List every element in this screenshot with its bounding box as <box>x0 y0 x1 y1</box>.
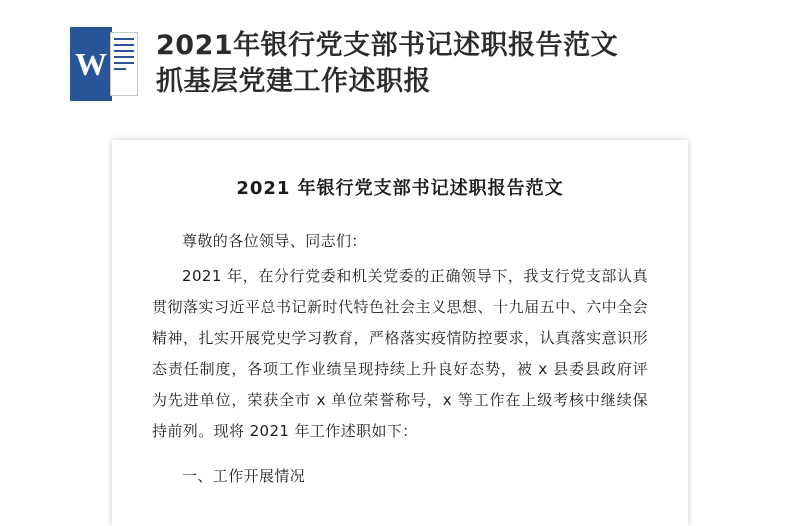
word-icon-line <box>114 56 134 58</box>
word-icon-page <box>110 32 138 96</box>
word-icon-line <box>114 68 126 70</box>
page-title: 2021年银行党支部书记述职报告范文抓基层党建工作述职报 <box>156 30 619 97</box>
word-icon-letter: W <box>75 46 107 82</box>
word-icon-line <box>114 50 134 52</box>
document-title: 2021 年银行党支部书记述职报告范文 <box>236 178 564 199</box>
document-paragraph: 2021 年，在分行党委和机关党委的正确领导下，我支行党支部认真贯彻落实习近平总书记新时代特色社会主义思想、十九届五中、六中全会精神，扎实开展党史学习教育，严格落实疫情防控要求，认真落实意识形态责任制度，各项工作业绩呈现持续上升良好态势，被 x 县委县政府评为先进单位，荣获全市 x 单位荣誉称号，x 等工作在上级考核中继续保持前列。现将 2021 年工作述职如下： <box>152 267 648 440</box>
document-sheet <box>112 140 688 526</box>
word-icon-line <box>114 44 134 46</box>
word-icon-badge <box>70 27 112 101</box>
word-document-icon <box>70 27 138 101</box>
header-banner <box>0 0 800 128</box>
document-paragraph: 尊敬的各位领导、同志们： <box>182 232 367 250</box>
document-section-heading: 一、工作开展情况 <box>182 467 306 485</box>
word-icon-line <box>114 62 134 64</box>
word-icon-line <box>114 38 134 40</box>
